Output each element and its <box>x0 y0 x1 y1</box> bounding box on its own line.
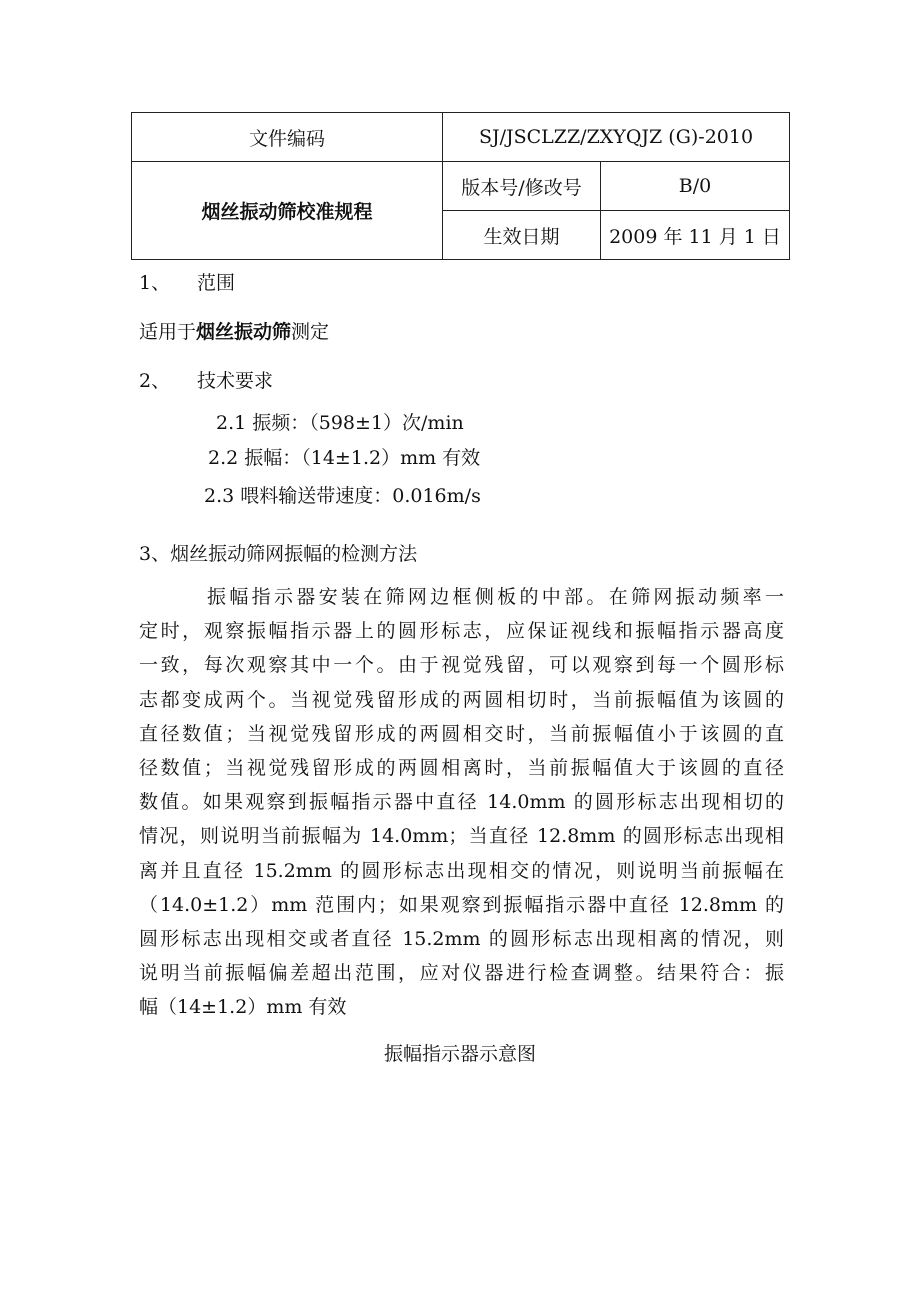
version-value: B/0 <box>601 162 790 211</box>
section-2-number: 2、 <box>139 370 171 392</box>
body-line: 圆形标志出现相交或者直径 15.2mm 的圆形标志出现相离的情况，则 <box>139 927 784 950</box>
section-1-number: 1、 <box>139 272 171 294</box>
doc-code-label: 文件编码 <box>132 113 443 162</box>
document-header-table <box>131 112 790 260</box>
figure-caption: 振幅指示器示意图 <box>383 1043 536 1065</box>
section-1-body-subject: 烟丝振动筛 <box>196 321 292 343</box>
section-3-heading: 3、烟丝振动筛网振幅的检测方法 <box>139 543 418 565</box>
requirement-item: 2.1 振频：（598±1）次/min <box>216 412 464 434</box>
body-line: 定时，观察振幅指示器上的圆形标志，应保证视线和振幅指示器高度 <box>139 620 784 643</box>
requirement-item: 2.2 振幅：（14±1.2）mm 有效 <box>208 447 481 469</box>
section-1-body-suffix: 测定 <box>291 321 330 343</box>
body-line: 径数值；当视觉残留形成的两圆相离时，当前振幅值大于该圆的直径 <box>139 756 784 779</box>
section-1-title: 范围 <box>197 272 236 294</box>
body-line: 一致，每次观察其中一个。由于视觉残留，可以观察到每一个圆形标 <box>139 654 784 677</box>
effective-date-label: 生效日期 <box>443 211 601 260</box>
section-2-title: 技术要求 <box>197 370 274 392</box>
body-line: 志都变成两个。当视觉残留形成的两圆相切时，当前振幅值为该圆的 <box>139 688 784 711</box>
body-line: 说明当前振幅偏差超出范围，应对仪器进行检查调整。结果符合：振 <box>139 962 784 985</box>
body-line: （14.0±1.2）mm 范围内；如果观察到振幅指示器中直径 12.8mm 的 <box>139 893 784 916</box>
body-line: 幅（14±1.2）mm 有效 <box>139 996 347 1019</box>
section-3-body <box>139 580 784 1024</box>
document-title: 烟丝振动筛校准规程 <box>132 162 443 260</box>
requirement-item: 2.3 喂料输送带速度：0.016m/s <box>204 485 481 507</box>
doc-code-value: SJ/JSCLZZ/ZXYQJZ (G)-2010 <box>443 113 790 162</box>
effective-date-value: 2009 年 11 月 1 日 <box>601 211 790 260</box>
body-line: 振幅指示器安装在筛网边框侧板的中部。在筛网振动频率一 <box>207 586 784 608</box>
body-line: 直径数值；当视觉残留形成的两圆相交时，当前振幅值小于该圆的直 <box>139 722 784 745</box>
body-line: 离并且直径 15.2mm 的圆形标志出现相交的情况，则说明当前振幅在 <box>139 859 784 882</box>
section-1-body-prefix: 适用于 <box>139 321 197 343</box>
body-line: 情况，则说明当前振幅为 14.0mm；当直径 12.8mm 的圆形标志出现相 <box>139 825 784 848</box>
body-line: 数值。如果观察到振幅指示器中直径 14.0mm 的圆形标志出现相切的 <box>139 791 784 814</box>
section-1-body <box>139 320 329 344</box>
version-label: 版本号/修改号 <box>443 162 601 211</box>
